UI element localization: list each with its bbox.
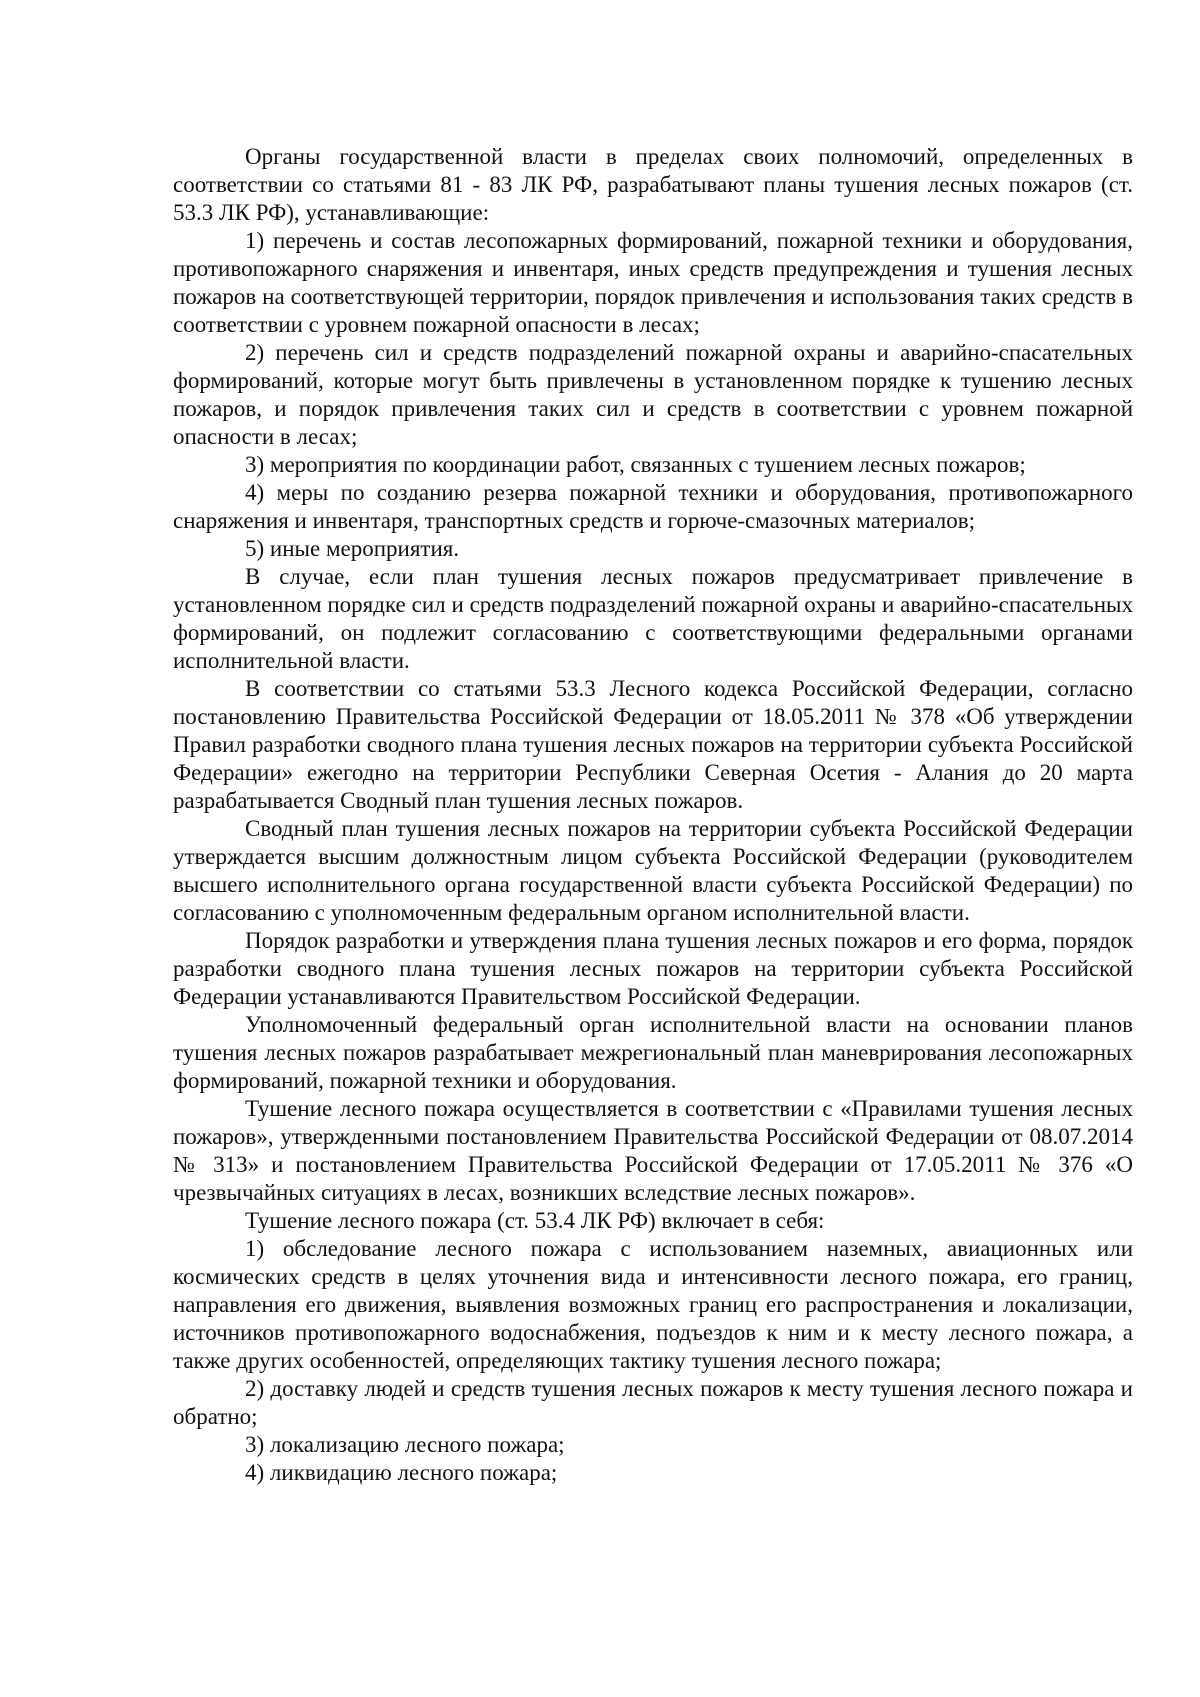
paragraph-legal-basis: В соответствии со статьями 53.3 Лесного кодекса Российской Федерации, согласно постановлению Правительства Российской Федерации от 18.05.2011 № 378 «Об утверждении Правил разработки сводного плана тушения лесных пожаров на территории субъекта Российской Федерации» ежегодно на территории Республики Северная Осетия - Алания до 20 марта разрабатывается Сводный план тушения лесных пожаров. bbox=[173, 676, 1133, 813]
list-item-4: 4) меры по созданию резерва пожарной техники и оборудования, противопожарного снаряжения и инвентаря, транспортных средств и горюче-смазочных материалов; bbox=[173, 480, 1133, 533]
paragraph-approval: В случае, если план тушения лесных пожаров предусматривает привлечение в установленном порядке сил и средств подразделений пожарной охраны и аварийно-спасательных формирований, он подлежит согласованию с соответствующими федеральными органами исполнительной власти. bbox=[173, 564, 1133, 673]
list-item-localization: 3) локализацию лесного пожара; bbox=[245, 1432, 565, 1457]
paragraph-procedure: Порядок разработки и утверждения плана тушения лесных пожаров и его форма, порядок разработки сводного плана тушения лесных пожаров на территории субъекта Российской Федерации устанавливаются Правительством Российской Федерации. bbox=[173, 928, 1133, 1009]
list-item-liquidation: 4) ликвидацию лесного пожара; bbox=[245, 1460, 558, 1485]
list-item-survey: 1) обследование лесного пожара с использованием наземных, авиационных или космических средств в целях уточнения вида и интенсивности лесного пожара, его границ, направления его движения, выявления возможных границ его распространения и локализации, источников противопожарного водоснабжения, подъездов к ним и к месту лесного пожара, а также других особенностей, определяющих тактику тушения лесного пожара; bbox=[173, 1236, 1133, 1373]
paragraph-interregional-plan: Уполномоченный федеральный орган исполнительной власти на основании планов тушения лесных пожаров разрабатывает межрегиональный план маневрирования лесопожарных формирований, пожарной техники и оборудования. bbox=[173, 1012, 1133, 1093]
list-item-3: 3) мероприятия по координации работ, связанных с тушением лесных пожаров; bbox=[245, 452, 1026, 477]
paragraph-intro: Органы государственной власти в пределах своих полномочий, определенных в соответствии со статьями 81 - 83 ЛК РФ, разрабатывают планы тушения лесных пожаров (ст. 53.3 ЛК РФ), устанавливающие: bbox=[173, 144, 1133, 225]
paragraph-extinguishing-includes: Тушение лесного пожара (ст. 53.4 ЛК РФ) включает в себя: bbox=[245, 1208, 825, 1233]
list-item-delivery: 2) доставку людей и средств тушения лесных пожаров к месту тушения лесного пожара и обратно; bbox=[173, 1376, 1133, 1429]
list-item-5: 5) иные мероприятия. bbox=[245, 536, 460, 561]
paragraph-extinguishing-rules: Тушение лесного пожара осуществляется в соответствии с «Правилами тушения лесных пожаров», утвержденными постановлением Правительства Российской Федерации от 08.07.2014 № 313» и постановлением Правительства Российской Федерации от 17.05.2011 № 376 «О чрезвычайных ситуациях в лесах, возникших вследствие лесных пожаров». bbox=[173, 1096, 1133, 1205]
document-page bbox=[173, 143, 1133, 1487]
paragraph-consolidated-plan: Сводный план тушения лесных пожаров на территории субъекта Российской Федерации утверждается высшим должностным лицом субъекта Российской Федерации (руководителем высшего исполнительного органа государственной власти субъекта Российской Федерации) по согласованию с уполномоченным федеральным органом исполнительной власти. bbox=[173, 816, 1133, 925]
list-item-2: 2) перечень сил и средств подразделений пожарной охраны и аварийно-спасательных формирований, которые могут быть привлечены в установленном порядке к тушению лесных пожаров, и порядок привлечения таких сил и средств в соответствии с уровнем пожарной опасности в лесах; bbox=[173, 340, 1133, 449]
list-item-1: 1) перечень и состав лесопожарных формирований, пожарной техники и оборудования, противопожарного снаряжения и инвентаря, иных средств предупреждения и тушения лесных пожаров на соответствующей территории, порядок привлечения и использования таких средств в соответствии с уровнем пожарной опасности в лесах; bbox=[173, 228, 1133, 337]
